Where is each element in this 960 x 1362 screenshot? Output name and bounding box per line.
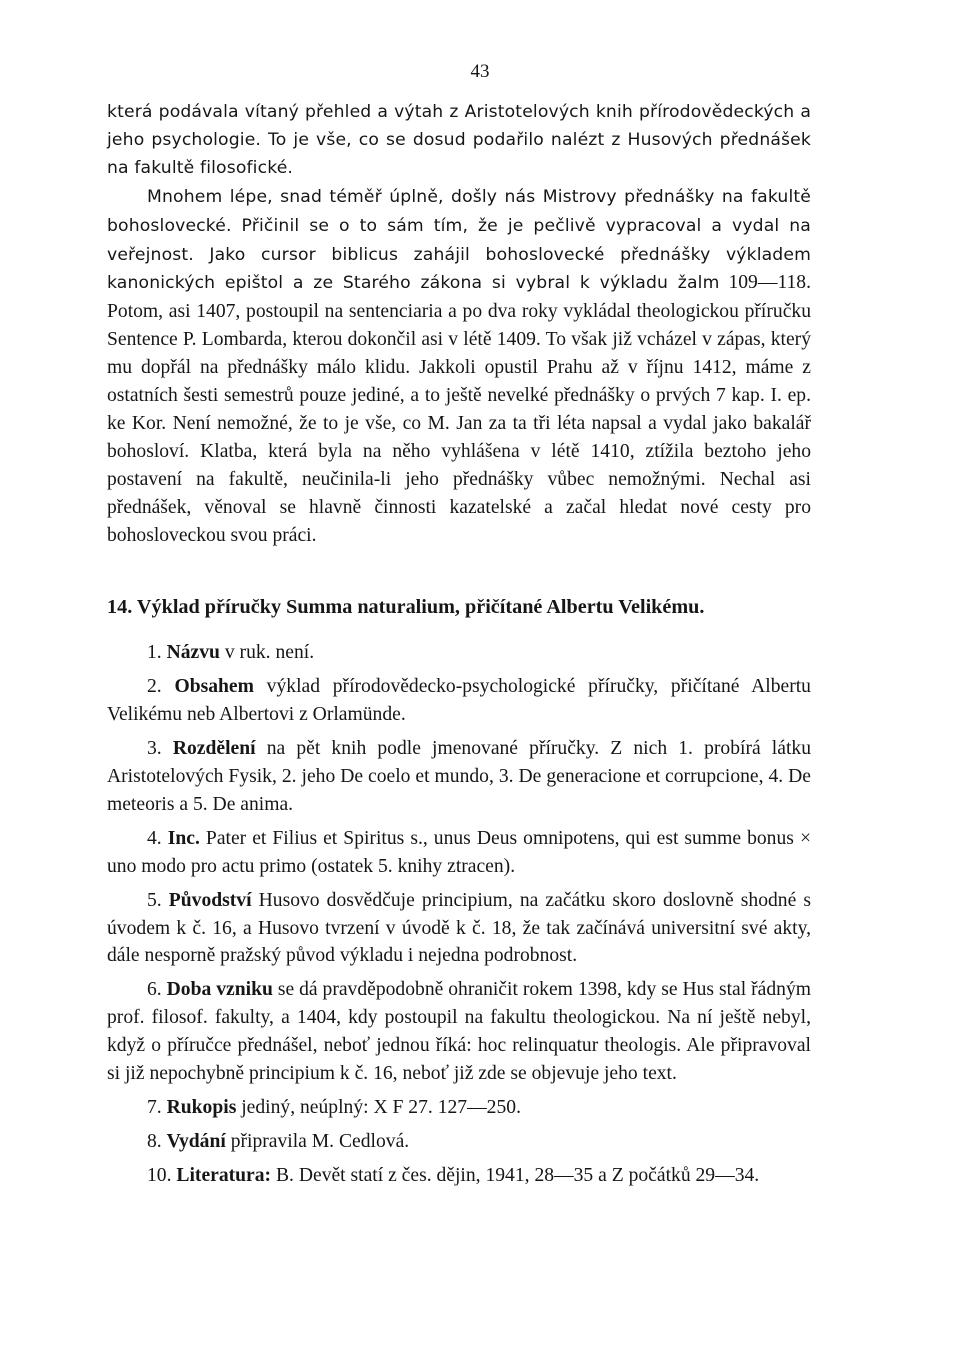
item-number: 7. xyxy=(147,1097,162,1118)
item-number: 1. xyxy=(147,642,162,664)
list-item xyxy=(107,639,811,667)
item-text: v ruk. není. xyxy=(219,642,315,664)
paragraph-2 xyxy=(107,183,811,550)
page-number: 43 xyxy=(470,61,490,82)
item-label: Literatura: xyxy=(176,1164,272,1186)
list-item xyxy=(107,735,811,819)
list-item xyxy=(107,1162,811,1190)
item-label: Rukopis xyxy=(166,1097,237,1118)
item-text: Husovo dosvědčuje principium, na začátku skoro doslovně shodné s úvodem k č. 16, a Husovo tvrzení v úvodě k č. 18, že tak začínává universitní své akty, dále nesporně pražský původ výkladu i nejedna podrobnost. xyxy=(107,889,811,967)
item-text: se dá pravděpodobně ohraničit rokem 1398, kdy se Hus stal řádným prof. filosof. fakulty, a 1404, kdy postoupil na fakultu theologickou. Na ní ještě nebyl, když o příručce přednášel, neboť jednou říká: hoc relinquatur theologis. Ale připravoval si již nepochybně principium k č. 16, neboť již zde se objevuje jeho text. xyxy=(107,979,811,1085)
item-number: 10. xyxy=(147,1164,172,1186)
list-item xyxy=(107,976,811,1088)
item-number: 5. xyxy=(147,889,162,911)
item-text: výklad přírodovědecko-psychologické příručky, přičítané Albertu Velikému neb Albertovi z Orlamünde. xyxy=(107,676,811,726)
body-text xyxy=(107,99,811,1190)
list-item xyxy=(107,673,811,729)
item-number: 2. xyxy=(147,676,162,698)
item-text: jediný, neúplný: X F 27. 127—250. xyxy=(236,1097,521,1118)
item-label: Rozdělení xyxy=(172,738,256,760)
item-label: Inc. xyxy=(167,827,200,849)
paragraph-2-part-1: Mnohem lépe, snad téměř úplně, došly nás Mistrovy přednášky na fakultě bohoslovecké. Přičinil se o to sám tím, že je pečlivě vypracoval a vydal na veřejnost. Jako cursor biblicus zahájil bohoslovecké přednášky výkladem kanonických epištol a ze Starého zákona si vybral k výkladu žalm xyxy=(107,186,811,294)
item-text: Pater et Filius et Spiritus s., unus Deus omnipotens, qui est summe bonus × uno modo pro actu primo (ostatek 5. knihy ztracen). xyxy=(107,827,811,877)
item-text: B. Devět statí z čes. dějin, 1941, 28—35 a Z počátků 29—34. xyxy=(271,1164,760,1186)
list-item xyxy=(107,1094,811,1122)
item-number: 8. xyxy=(147,1130,162,1152)
item-number: 3. xyxy=(147,738,162,760)
item-label: Původství xyxy=(168,889,252,911)
list-item xyxy=(107,887,811,971)
section-heading: 14. Výklad příručky Summa naturalium, přičítané Albertu Velikému. xyxy=(107,595,705,618)
item-number: 4. xyxy=(147,827,162,849)
paragraph-1: která podávala vítaný přehled a výtah z Aristotelových knih přírodovědeckých a jeho psychologie. To je vše, co se dosud podařilo nalézt z Husových přednášek na fakultě filosofické. xyxy=(107,102,811,178)
item-label: Názvu xyxy=(166,642,220,664)
list-item xyxy=(107,825,811,881)
item-number: 6. xyxy=(147,979,162,1001)
item-label: Obsahem xyxy=(174,676,254,698)
item-label: Doba vzniku xyxy=(166,979,273,1001)
paragraph-2-part-2: 109—118. Potom, asi 1407, postoupil na sentenciaria a po dva roky vykládal theologickou příručku Sentence P. Lombarda, kterou dokončil asi v létě 1409. To však již vcházel v zápas, který mu dopřál na přednášky málo klidu. Jakkoli opustil Prahu až v říjnu 1412, máme z ostatních šesti semestrů pouze jediné, a to ještě nevelké přednášky o prvých 7 kap. I. ep. ke Kor. Není nemožné, že to je vše, co M. Jan za ta tři léta napsal a vydal jako bakalář bohosloví. Klatba, která byla na něho vyhlášena v létě 1410, ztížila beztoho jeho postavení na fakultě, neučinila-li jeho přednášky vůbec nemožnými. Nechal asi přednášek, věnoval se hlavně činnosti kazatelské a začal hledat nové cesty pro bohosloveckou svou práci. xyxy=(107,272,811,546)
item-text: na pět knih podle jmenované příručky. Z nich 1. probírá látku Aristotelových Fysik, 2. jeho De coelo et mundo, 3. De generacione et corrupcione, 4. De meteoris a 5. De anima. xyxy=(107,738,811,815)
item-text: připravila M. Cedlová. xyxy=(225,1130,410,1152)
item-label: Vydání xyxy=(166,1130,226,1152)
list-item xyxy=(107,1128,811,1156)
